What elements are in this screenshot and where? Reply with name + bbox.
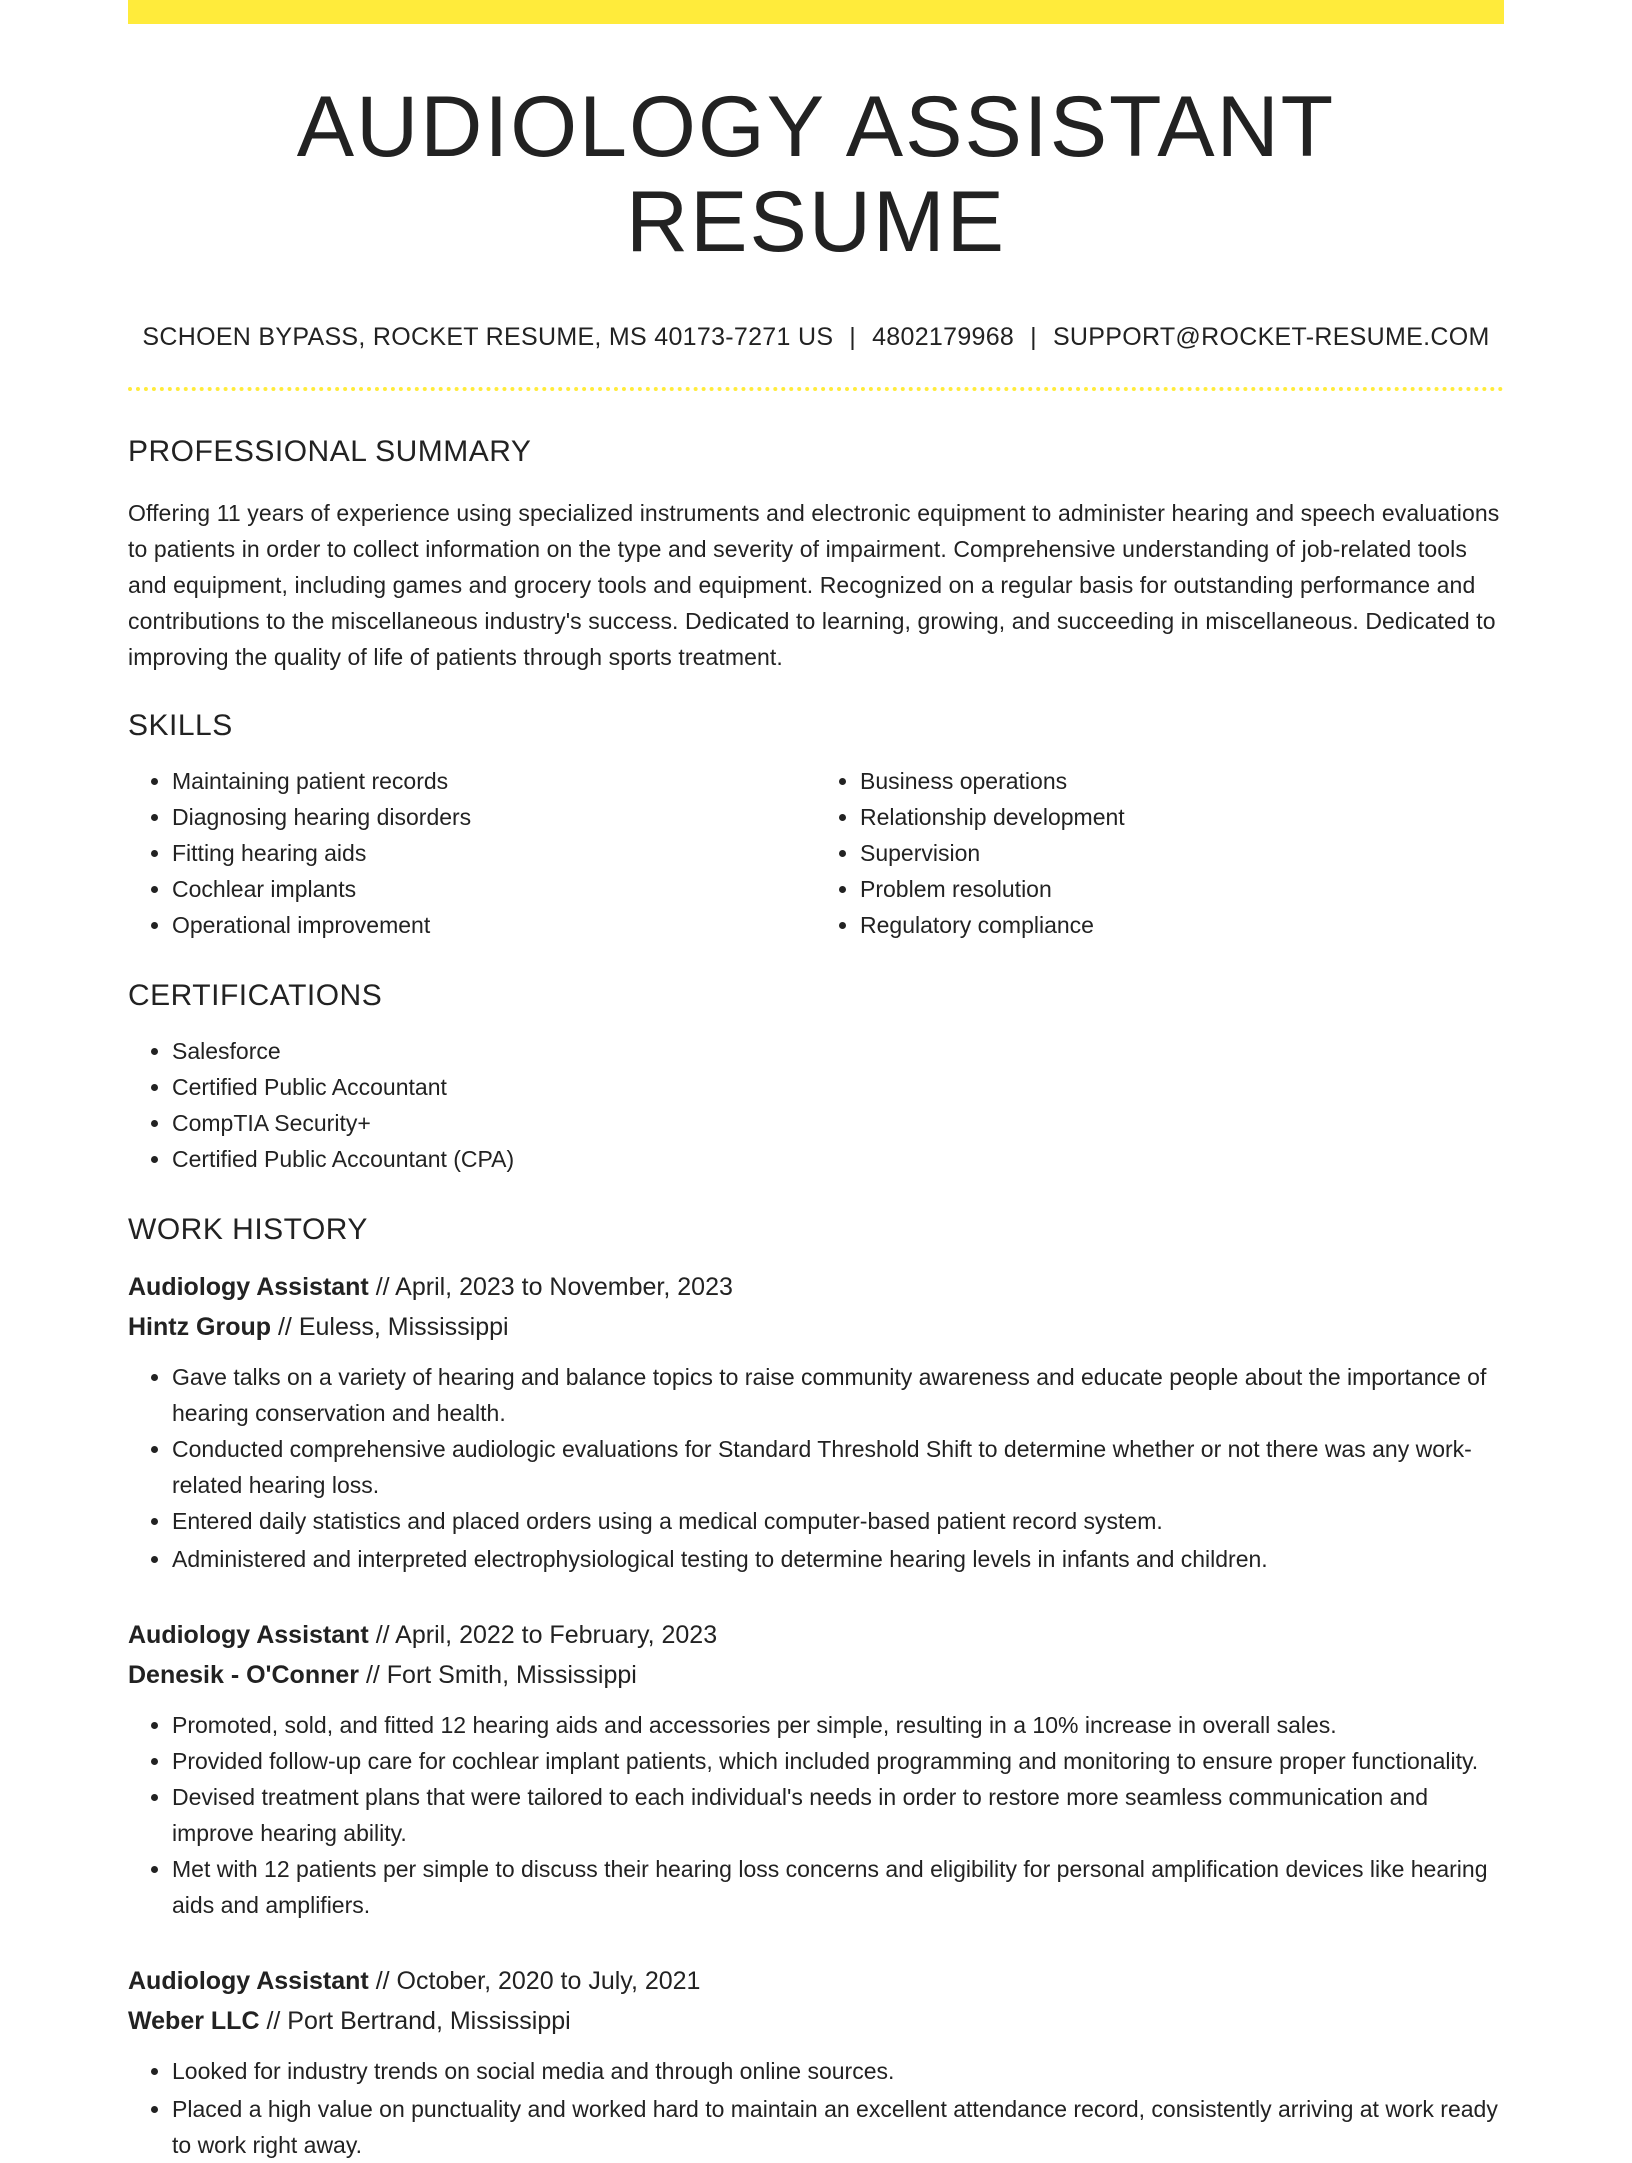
job-company: Weber LLC bbox=[128, 2007, 260, 2036]
job-bullet: • Provided follow-up care for cochlear implant patients, which included programming and monitoring to ensure proper functionality. bbox=[172, 1743, 1504, 1779]
job-bullets bbox=[128, 2053, 1504, 2163]
skill-item: • Relationship development bbox=[860, 799, 1504, 835]
job-role: Audiology Assistant bbox=[128, 1273, 369, 1302]
job-bullet: • Devised treatment plans that were tailored to each individual's needs in order to restore more seamless communication and improve hearing ability. bbox=[172, 1779, 1504, 1851]
job-company-line bbox=[128, 2001, 1504, 2041]
dotted-divider bbox=[128, 387, 1504, 391]
job-entry bbox=[128, 1961, 1504, 2163]
job-entry bbox=[128, 1615, 1504, 1923]
job-company: Denesik - O'Conner bbox=[128, 1661, 359, 1690]
skill-item: • Supervision bbox=[860, 835, 1504, 871]
job-bullets bbox=[128, 1707, 1504, 1923]
skill-item: • Fitting hearing aids bbox=[172, 835, 816, 871]
phone: 4802179968 bbox=[872, 323, 1015, 352]
contact-line bbox=[128, 323, 1504, 352]
job-company-line bbox=[128, 1307, 1504, 1347]
job-bullet: • Placed a high value on punctuality and worked hard to maintain an excellent attendance record, consistently arriving at work ready to work right away. bbox=[172, 2091, 1504, 2163]
skill-item: • Operational improvement bbox=[172, 907, 816, 943]
certification-item: • Certified Public Accountant bbox=[172, 1069, 1504, 1105]
skill-item: • Business operations bbox=[860, 763, 1504, 799]
job-bullet: • Promoted, sold, and fitted 12 hearing aids and accessories per simple, resulting in a 10% increase in overall sales. bbox=[172, 1707, 1504, 1743]
job-role: Audiology Assistant bbox=[128, 1621, 369, 1650]
certification-item: • CompTIA Security+ bbox=[172, 1105, 1504, 1141]
certification-item: • Salesforce bbox=[172, 1033, 1504, 1069]
resume-title: AUDIOLOGY ASSISTANT RESUME bbox=[296, 79, 1336, 270]
skills-list-left bbox=[128, 763, 816, 943]
summary-text: Offering 11 years of experience using specialized instruments and electronic equipment to administer hearing and speech evaluations to patients in order to collect information on the type and severity of impairment. Comprehensive understanding of job-related tools and equipment, including games and grocery tools and equipment. Recognized on a regular basis for outstanding performance and contributions to the miscellaneous industry's success. Dedicated to learning, growing, and succeeding in miscellaneous. Dedicated to improving the quality of life of patients through sports treatment. bbox=[128, 500, 1500, 671]
job-bullet: • Looked for industry trends on social media and through online sources. bbox=[172, 2053, 1504, 2089]
contact-separator: | bbox=[849, 323, 857, 352]
resume-page bbox=[128, 0, 1504, 2163]
skills-heading: SKILLS bbox=[128, 709, 233, 743]
job-role: Audiology Assistant bbox=[128, 1967, 369, 1996]
skills-list-right bbox=[816, 763, 1504, 943]
job-bullet: • Administered and interpreted electrophysiological testing to determine hearing levels in infants and children. bbox=[172, 1541, 1504, 1577]
job-location: // Fort Smith, Mississippi bbox=[359, 1661, 637, 1690]
skill-item: • Cochlear implants bbox=[172, 871, 816, 907]
skill-item: • Regulatory compliance bbox=[860, 907, 1504, 943]
job-title-line bbox=[128, 1961, 1504, 2001]
job-bullet: • Met with 12 patients per simple to discuss their hearing loss concerns and eligibility for personal amplification devices like hearing aids and amplifiers. bbox=[172, 1851, 1504, 1923]
certifications-list bbox=[128, 1033, 1504, 1177]
work-history-heading: WORK HISTORY bbox=[128, 1213, 368, 1247]
job-location: // Euless, Mississippi bbox=[271, 1313, 509, 1342]
job-company: Hintz Group bbox=[128, 1313, 272, 1342]
job-bullets bbox=[128, 1359, 1504, 1577]
certifications-heading: CERTIFICATIONS bbox=[128, 979, 383, 1013]
address: SCHOEN BYPASS, ROCKET RESUME, MS 40173-7271 US bbox=[142, 323, 834, 352]
job-dates: // April, 2022 to February, 2023 bbox=[368, 1621, 718, 1650]
skill-item: • Diagnosing hearing disorders bbox=[172, 799, 816, 835]
job-dates: // April, 2023 to November, 2023 bbox=[368, 1273, 733, 1302]
contact-separator: | bbox=[1030, 323, 1037, 352]
job-bullet: • Gave talks on a variety of hearing and balance topics to raise community awareness and educate people about the importance of hearing conservation and health. bbox=[172, 1359, 1504, 1431]
certification-item: • Certified Public Accountant (CPA) bbox=[172, 1141, 1504, 1177]
skills-columns bbox=[128, 763, 1504, 943]
accent-top-bar bbox=[128, 0, 1504, 24]
skill-item: • Problem resolution bbox=[860, 871, 1504, 907]
job-title-line bbox=[128, 1267, 1504, 1307]
job-dates: // October, 2020 to July, 2021 bbox=[368, 1967, 701, 1996]
job-bullet: • Conducted comprehensive audiologic evaluations for Standard Threshold Shift to determine whether or not there was any work-related hearing loss. bbox=[172, 1431, 1504, 1503]
job-location: // Port Bertrand, Mississippi bbox=[259, 2007, 571, 2036]
job-title-line bbox=[128, 1615, 1504, 1655]
skill-item: • Maintaining patient records bbox=[172, 763, 816, 799]
summary-heading: PROFESSIONAL SUMMARY bbox=[128, 435, 532, 469]
job-company-line bbox=[128, 1655, 1504, 1695]
job-bullet: • Entered daily statistics and placed orders using a medical computer-based patient record system. bbox=[172, 1503, 1504, 1539]
email: SUPPORT@ROCKET-RESUME.COM bbox=[1052, 323, 1490, 352]
job-entry bbox=[128, 1267, 1504, 1577]
